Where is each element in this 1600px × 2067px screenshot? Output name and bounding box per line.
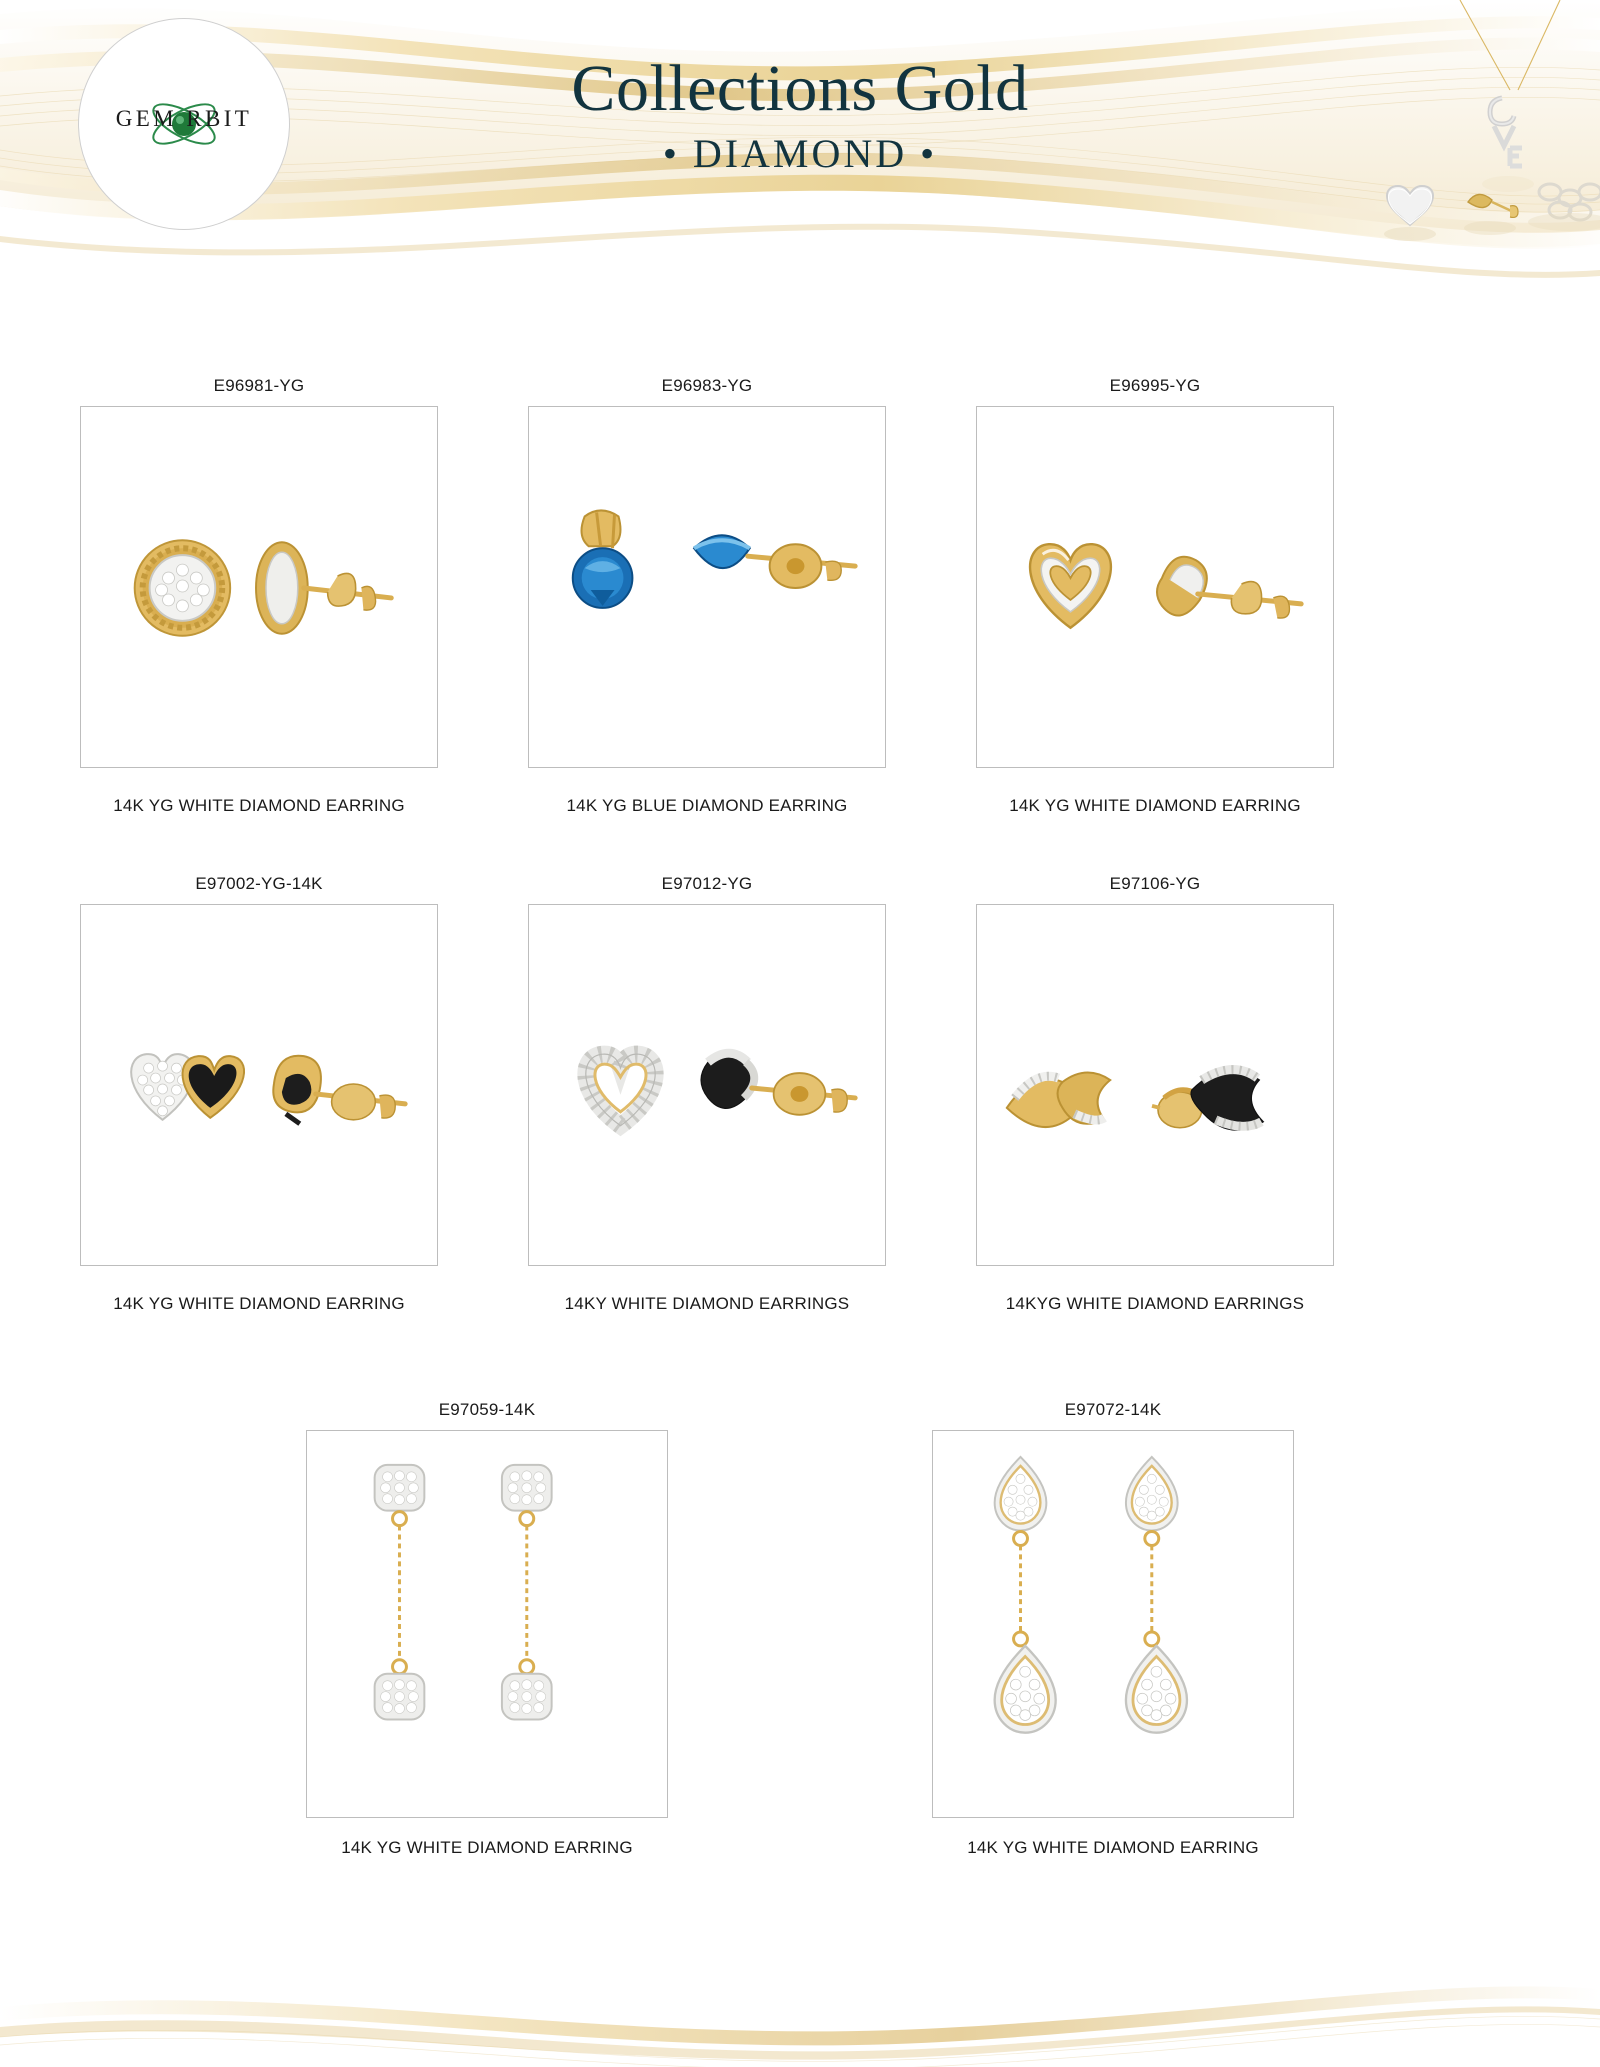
halo-round-earring-art — [81, 406, 437, 768]
drop-pear-earring-art — [933, 1430, 1293, 1818]
product-image — [976, 406, 1334, 768]
product-caption: 14K YG WHITE DIAMOND EARRING — [341, 1838, 633, 1857]
product-row — [44, 1400, 1556, 1858]
page-title-main: Collections Gold — [571, 52, 1029, 125]
product-caption: 14KYG WHITE DIAMOND EARRINGS — [1005, 1294, 1305, 1313]
ribbon-earring-art — [977, 904, 1333, 1266]
blue-solitaire-earring-art — [529, 406, 885, 768]
brand-logo — [78, 18, 290, 230]
product-card[interactable] — [492, 874, 922, 1314]
product-sku: E97002-YG-14K — [195, 874, 323, 893]
product-row — [44, 376, 1556, 816]
product-sku: E97072-14K — [1064, 1400, 1162, 1419]
product-image — [528, 904, 886, 1266]
product-sku: E97106-YG — [1109, 874, 1201, 893]
product-image — [932, 1430, 1294, 1818]
product-sku: E97059-14K — [438, 1400, 536, 1419]
footer-swoosh-decoration — [0, 1971, 1600, 2067]
pave-heart-earring-art — [529, 904, 885, 1266]
product-sku: E96983-YG — [661, 376, 753, 395]
product-sku: E96981-YG — [213, 376, 305, 395]
product-card[interactable] — [272, 1400, 702, 1858]
hero-jewellery-image — [1040, 0, 1600, 318]
product-image — [306, 1430, 668, 1818]
product-sku: E97012-YG — [661, 874, 753, 893]
page-title-sub: • DIAMOND • — [662, 130, 938, 176]
product-grid — [0, 376, 1600, 1858]
double-heart-earring-art — [81, 904, 437, 1266]
product-image — [80, 406, 438, 768]
brand-logo-text: GEM RBIT — [115, 106, 253, 131]
product-caption: 14K YG WHITE DIAMOND EARRING — [1009, 796, 1301, 815]
product-caption: 14K YG WHITE DIAMOND EARRING — [967, 1838, 1259, 1857]
product-caption: 14K YG BLUE DIAMOND EARRING — [566, 796, 848, 815]
drop-cushion-earring-art — [307, 1430, 667, 1818]
header-banner — [0, 0, 1600, 318]
product-row — [44, 874, 1556, 1314]
product-caption: 14K YG WHITE DIAMOND EARRING — [113, 1294, 405, 1313]
footer-banner — [0, 1971, 1600, 2067]
product-image — [976, 904, 1334, 1266]
open-heart-earring-art — [977, 406, 1333, 768]
product-image — [80, 904, 438, 1266]
product-card[interactable] — [44, 874, 474, 1314]
product-card[interactable] — [940, 874, 1370, 1314]
product-image — [528, 406, 886, 768]
product-card[interactable] — [492, 376, 922, 816]
product-card[interactable] — [898, 1400, 1328, 1858]
product-card[interactable] — [940, 376, 1370, 816]
product-caption: 14K YG WHITE DIAMOND EARRING — [113, 796, 405, 815]
product-sku: E96995-YG — [1109, 376, 1201, 395]
product-caption: 14KY WHITE DIAMOND EARRINGS — [564, 1294, 850, 1313]
product-card[interactable] — [44, 376, 474, 816]
